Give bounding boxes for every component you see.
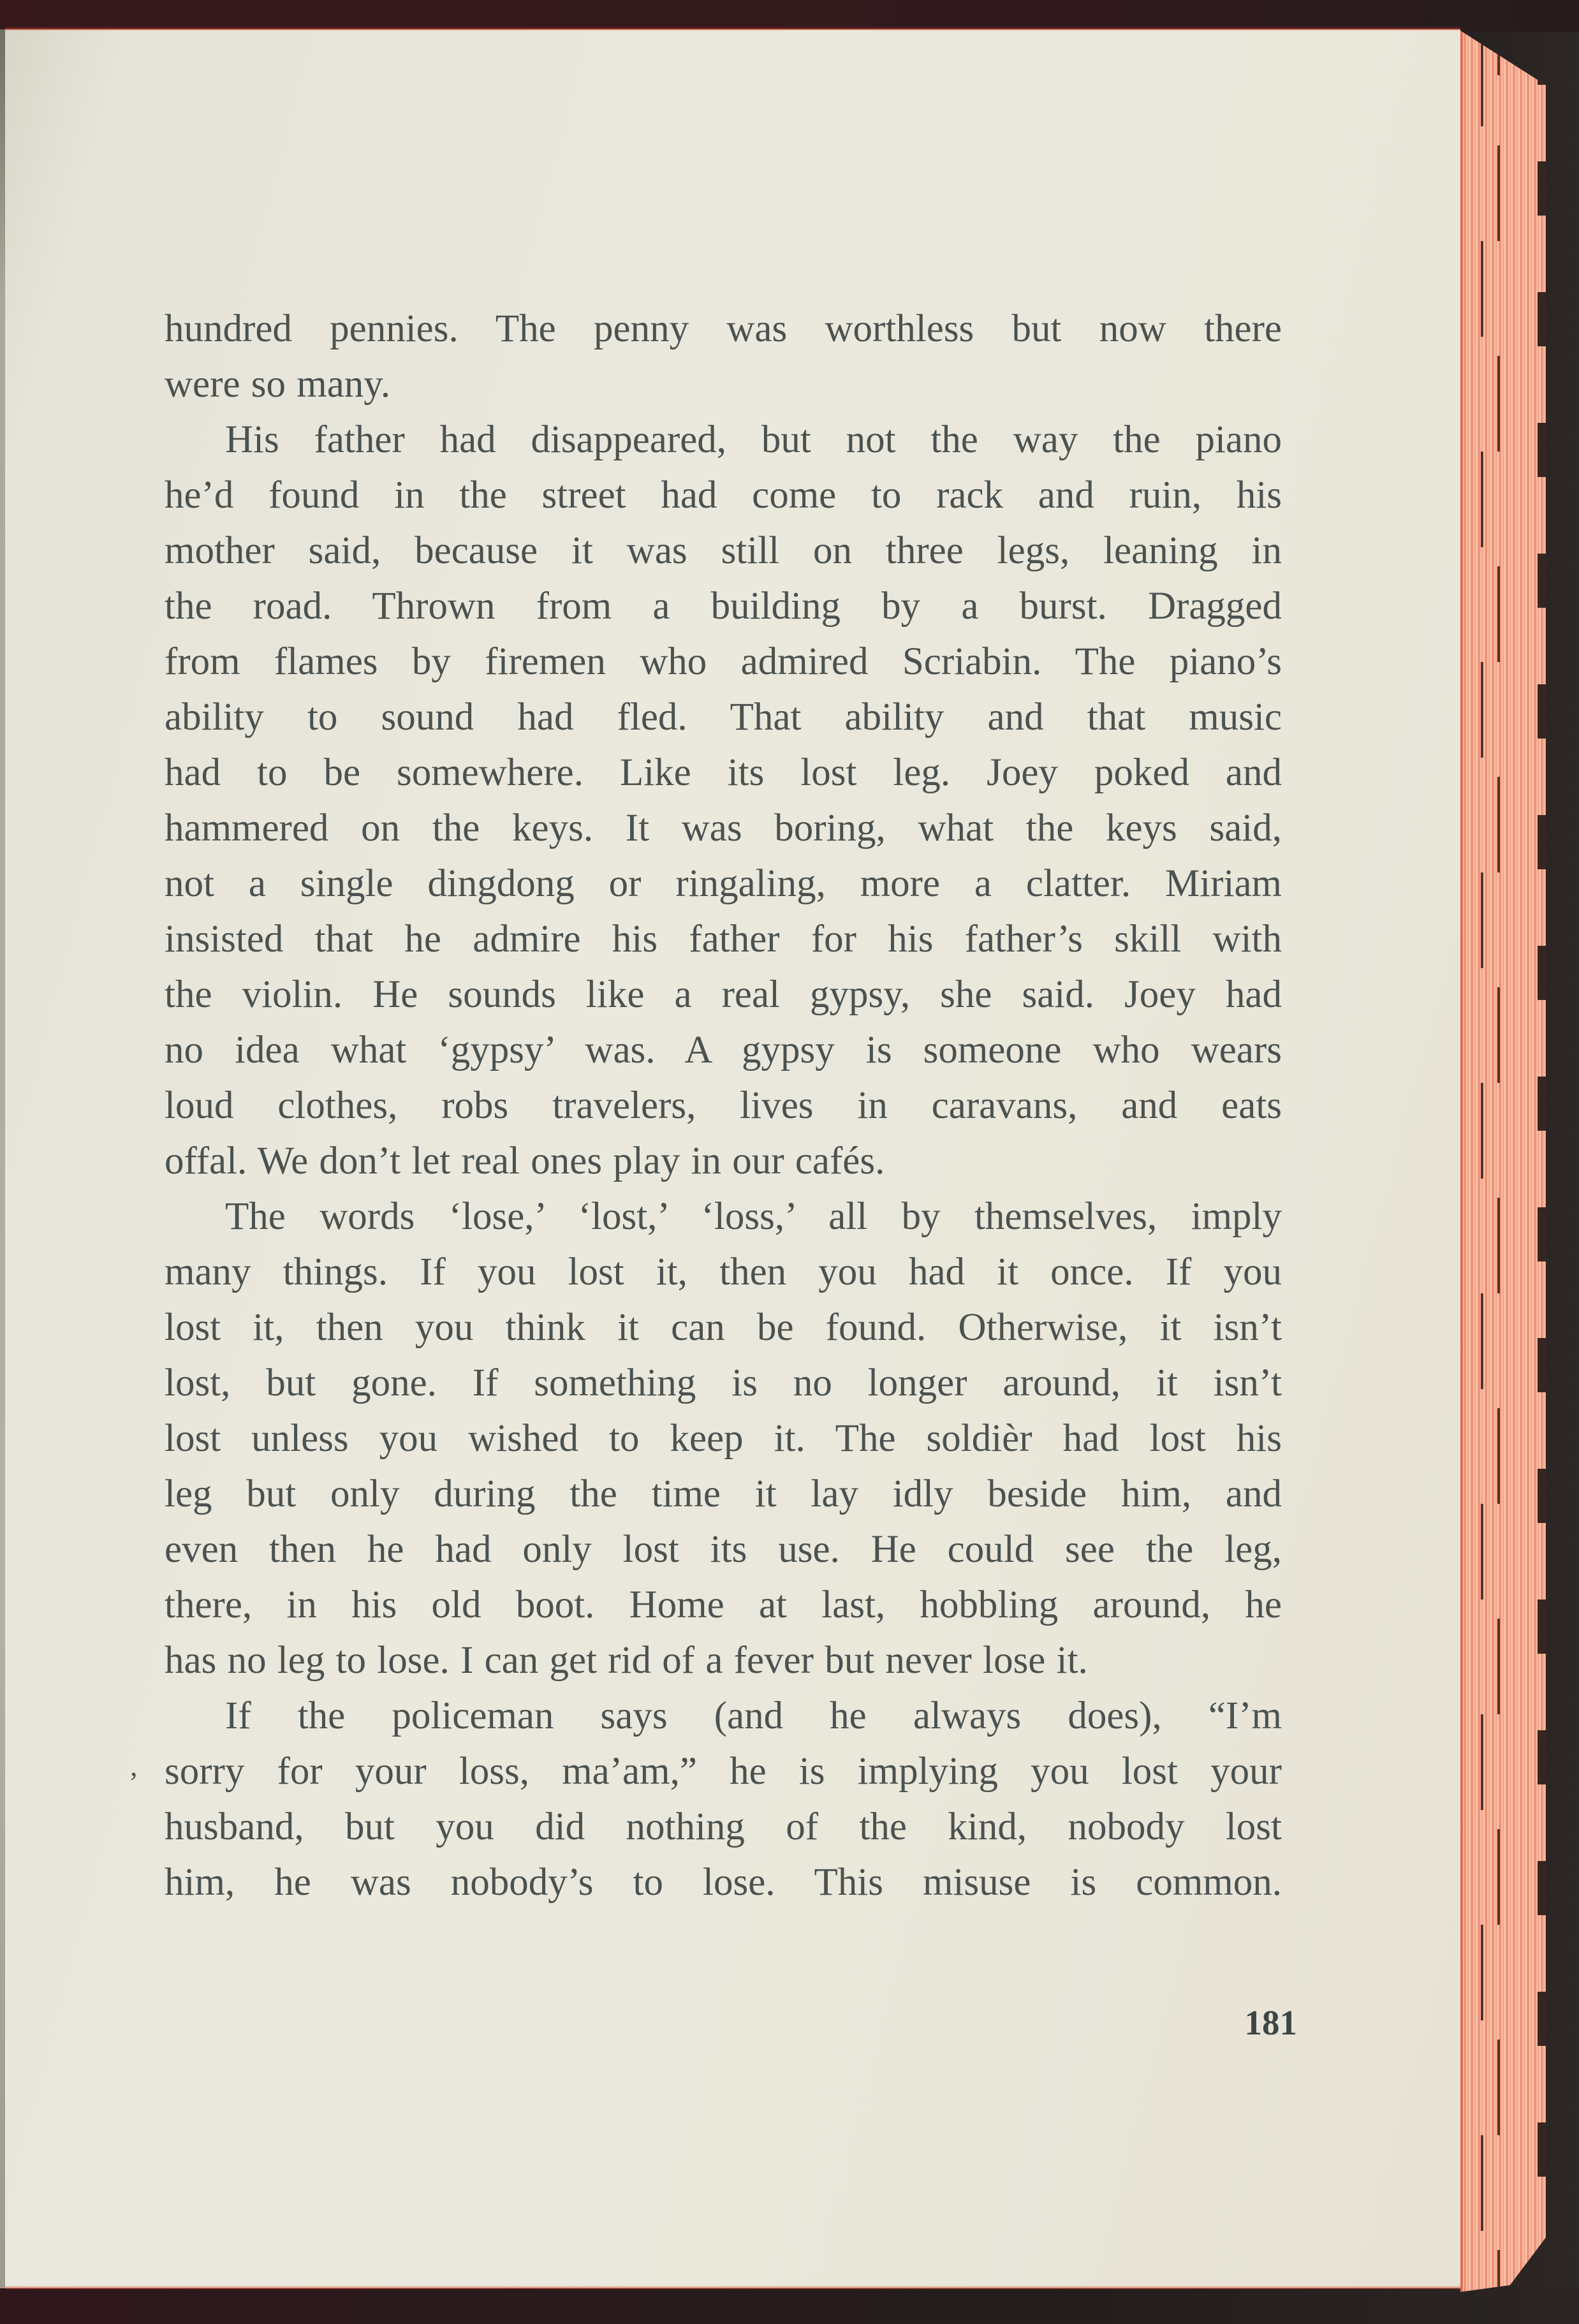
text-line: sorry for your loss, ma’am,” he is implying you lost your: [165, 1750, 1282, 1793]
text-line: The words ‘lose,’ ‘lost,’ ‘loss,’ all by themselves, imply: [225, 1195, 1282, 1238]
text-line: many things. If you lost it, then you had it once. If you: [165, 1251, 1282, 1293]
page-gap-line: [1481, 31, 1483, 2301]
text-line: mother said, because it was still on three legs, leaning in: [165, 529, 1282, 572]
text-line: hammered on the keys. It was boring, what the keys said,: [165, 807, 1282, 849]
text-line: If the policeman says (and he always does), “I’m: [225, 1695, 1282, 1737]
text-line: were so many.: [165, 363, 391, 406]
text-line: even then he had only lost its use. He could see the leg,: [165, 1528, 1282, 1571]
text-line: offal. We don’t let real ones play in our cafés.: [165, 1140, 885, 1182]
stray-ink-mark: ,: [130, 1749, 138, 1782]
text-line: insisted that he admire his father for his father’s skill with: [165, 918, 1282, 960]
text-line: the violin. He sounds like a real gypsy, she said. Joey had: [165, 973, 1282, 1016]
text-line: has no leg to lose. I can get rid of a fever but never lose it.: [165, 1639, 1088, 1682]
text-line: from flames by firemen who admired Scriabin. The piano’s: [165, 640, 1282, 683]
body-text-block: [165, 301, 1282, 1910]
text-line: the road. Thrown from a building by a burst. Dragged: [165, 585, 1282, 628]
page-top-red-edge-tint: [5, 27, 1460, 31]
fore-edge-jagged-right-edge: [1538, 31, 1546, 2301]
text-line: lost it, then you think it can be found. Otherwise, it isn’t: [165, 1306, 1282, 1349]
fore-edge-red-line: [1460, 31, 1463, 2301]
text-line: hundred pennies. The penny was worthless but now there: [165, 307, 1282, 350]
page-left-edge-highlight: [0, 29, 5, 2288]
text-line: had to be somewhere. Like its lost leg. Joey poked and: [165, 751, 1282, 794]
text-line: ability to sound had fled. That ability and that music: [165, 696, 1282, 739]
text-line: loud clothes, robs travelers, lives in caravans, and eats: [165, 1084, 1282, 1127]
text-line: husband, but you did nothing of the kind, nobody lost: [165, 1806, 1282, 1848]
page-gap-line: [1497, 31, 1500, 2301]
page-number: 181: [1244, 2003, 1297, 2042]
text-line: His father had disappeared, but not the way the piano: [225, 418, 1282, 461]
page-bottom-red-edge-tint: [5, 2286, 1460, 2290]
fore-edge-page-stack: [1460, 31, 1546, 2301]
text-line: leg but only during the time it lay idly beside him, and: [165, 1473, 1282, 1515]
text-line: lost, but gone. If something is no longer around, it isn’t: [165, 1362, 1282, 1404]
text-line: him, he was nobody’s to lose. This misuse is common.: [165, 1861, 1282, 1904]
text-line: no idea what ‘gypsy’ was. A gypsy is someone who wears: [165, 1029, 1282, 1071]
text-line: there, in his old boot. Home at last, hobbling around, he: [165, 1584, 1282, 1626]
book-cover-bottom-shadow: [0, 2288, 1579, 2324]
text-line: he’d found in the street had come to rack and ruin, his: [165, 474, 1282, 517]
text-line: not a single dingdong or ringaling, more a clatter. Miriam: [165, 862, 1282, 905]
text-line: lost unless you wished to keep it. The soldièr had lost his: [165, 1417, 1282, 1460]
